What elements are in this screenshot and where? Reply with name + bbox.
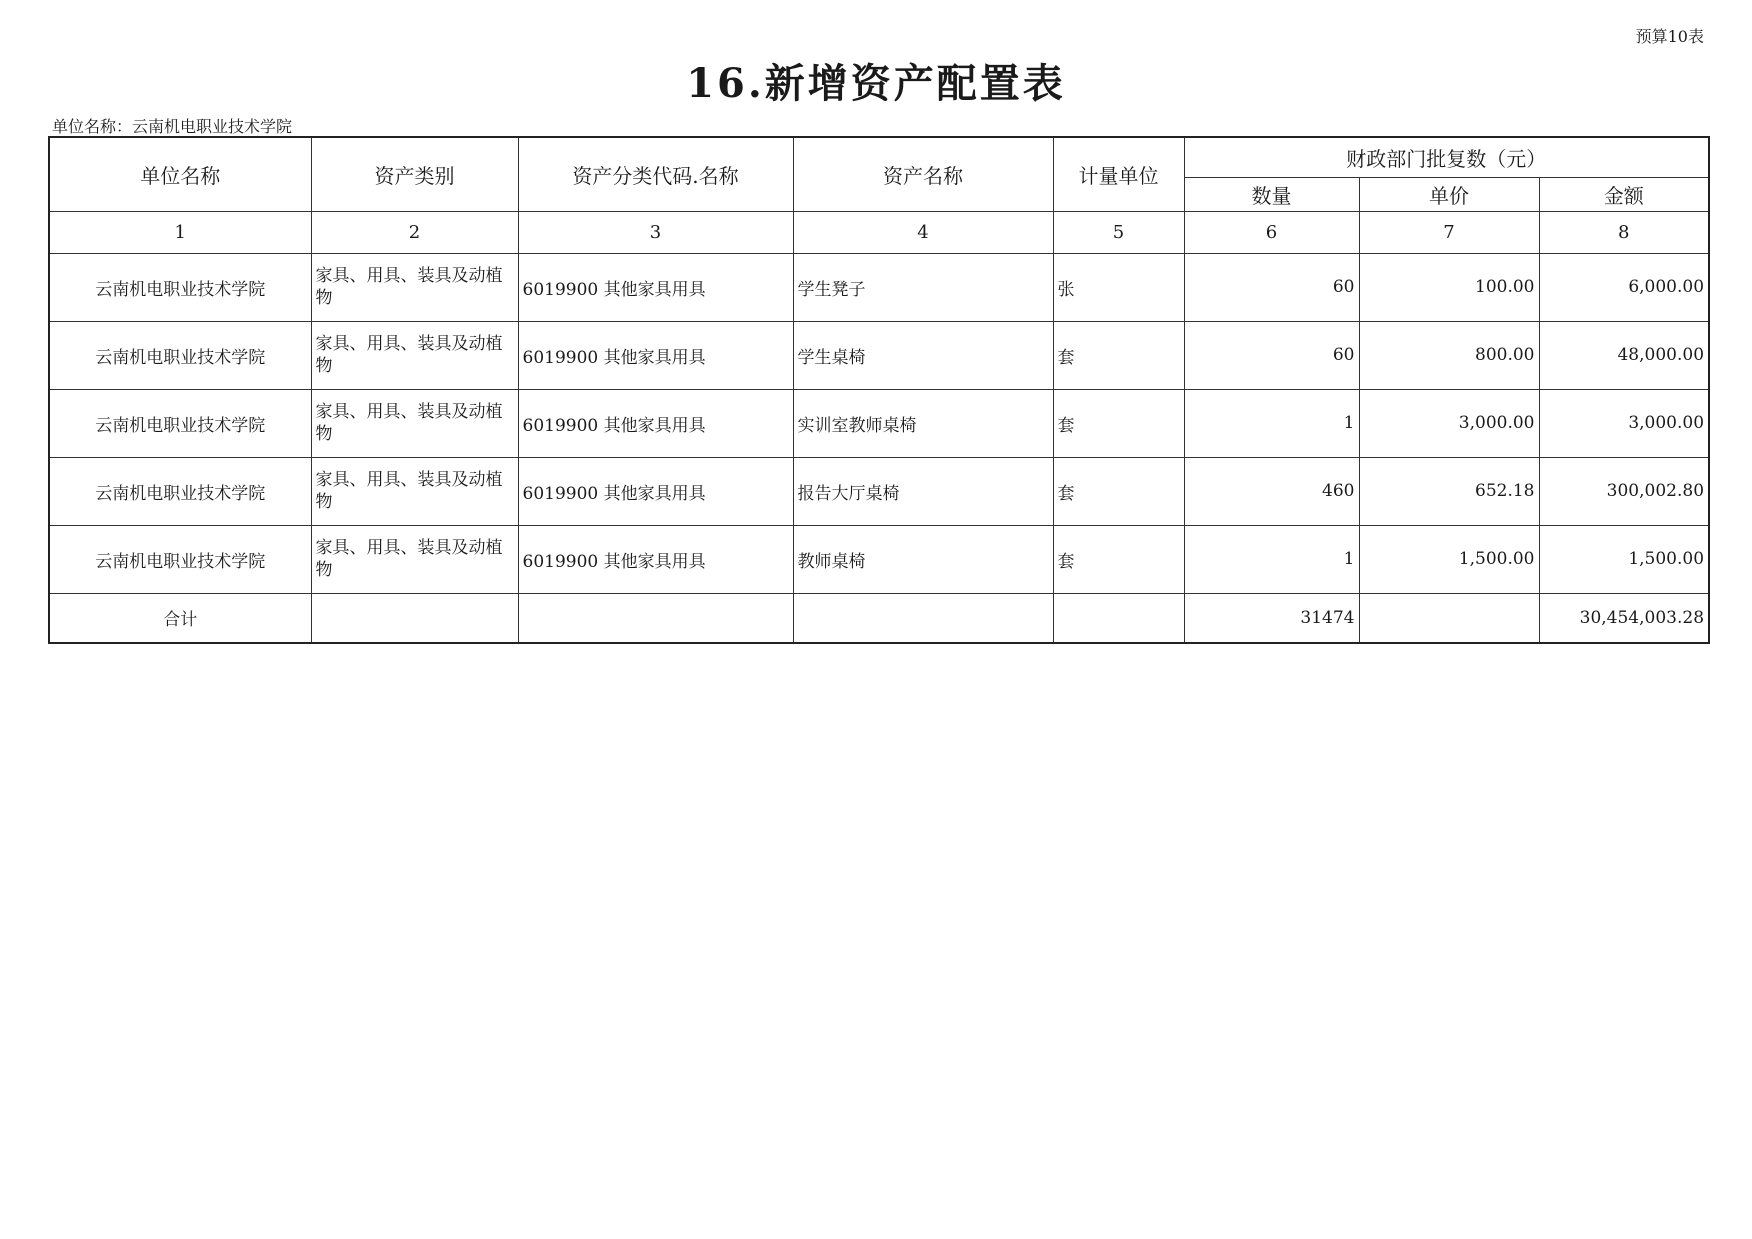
- cell-category: 家具、用具、装具及动植物: [311, 389, 518, 457]
- table-row: [49, 321, 1709, 389]
- empty-cell: [518, 593, 793, 643]
- total-quantity: 31474: [1184, 593, 1359, 643]
- column-number: 3: [518, 211, 793, 253]
- cell-measure: 套: [1053, 321, 1184, 389]
- cell-code: 6019900 其他家具用具: [518, 457, 793, 525]
- cell-asset-name: 学生凳子: [793, 253, 1053, 321]
- cell-asset-name: 教师桌椅: [793, 525, 1053, 593]
- cell-unit-price: 1,500.00: [1359, 525, 1539, 593]
- header-measure-unit: 计量单位: [1053, 137, 1184, 211]
- cell-category: 家具、用具、装具及动植物: [311, 321, 518, 389]
- cell-quantity: 460: [1184, 457, 1359, 525]
- form-number: 预算10表: [1635, 27, 1704, 46]
- cell-unit-price: 652.18: [1359, 457, 1539, 525]
- total-amount: 30,454,003.28: [1539, 593, 1709, 643]
- header-quantity: 数量: [1184, 177, 1359, 211]
- cell-unit: 云南机电职业技术学院: [49, 525, 311, 593]
- cell-unit: 云南机电职业技术学院: [49, 457, 311, 525]
- cell-quantity: 1: [1184, 389, 1359, 457]
- header-asset-category: 资产类别: [311, 137, 518, 211]
- table-row: [49, 525, 1709, 593]
- total-label: 合计: [49, 593, 311, 643]
- column-number: 4: [793, 211, 1053, 253]
- header-classification: 资产分类代码.名称: [518, 137, 793, 211]
- cell-code: 6019900 其他家具用具: [518, 525, 793, 593]
- asset-configuration-table: [48, 136, 1710, 644]
- cell-measure: 套: [1053, 457, 1184, 525]
- cell-amount: 48,000.00: [1539, 321, 1709, 389]
- cell-measure: 套: [1053, 389, 1184, 457]
- total-row: [49, 593, 1709, 643]
- table-row: [49, 253, 1709, 321]
- cell-category: 家具、用具、装具及动植物: [311, 525, 518, 593]
- empty-cell: [1053, 593, 1184, 643]
- cell-code: 6019900 其他家具用具: [518, 389, 793, 457]
- cell-asset-name: 学生桌椅: [793, 321, 1053, 389]
- cell-code: 6019900 其他家具用具: [518, 321, 793, 389]
- cell-amount: 300,002.80: [1539, 457, 1709, 525]
- cell-category: 家具、用具、装具及动植物: [311, 253, 518, 321]
- cell-quantity: 60: [1184, 321, 1359, 389]
- cell-unit-price: 100.00: [1359, 253, 1539, 321]
- header-approved-group: 财政部门批复数（元）: [1184, 137, 1709, 177]
- header-amount: 金额: [1539, 177, 1709, 211]
- header-unit-name: 单位名称: [49, 137, 311, 211]
- cell-unit: 云南机电职业技术学院: [49, 389, 311, 457]
- cell-unit: 云南机电职业技术学院: [49, 321, 311, 389]
- table-row: [49, 389, 1709, 457]
- cell-quantity: 60: [1184, 253, 1359, 321]
- column-number: 8: [1539, 211, 1709, 253]
- cell-amount: 3,000.00: [1539, 389, 1709, 457]
- header-asset-name: 资产名称: [793, 137, 1053, 211]
- cell-amount: 1,500.00: [1539, 525, 1709, 593]
- column-number: 1: [49, 211, 311, 253]
- cell-unit-price: 3,000.00: [1359, 389, 1539, 457]
- header-unit-price: 单价: [1359, 177, 1539, 211]
- cell-measure: 张: [1053, 253, 1184, 321]
- cell-unit: 云南机电职业技术学院: [49, 253, 311, 321]
- column-number: 6: [1184, 211, 1359, 253]
- empty-cell: [1359, 593, 1539, 643]
- cell-measure: 套: [1053, 525, 1184, 593]
- column-number-row: [49, 211, 1709, 253]
- page-title: 16.新增资产配置表: [686, 60, 1066, 107]
- column-number: 5: [1053, 211, 1184, 253]
- column-number: 2: [311, 211, 518, 253]
- column-number: 7: [1359, 211, 1539, 253]
- cell-unit-price: 800.00: [1359, 321, 1539, 389]
- cell-asset-name: 实训室教师桌椅: [793, 389, 1053, 457]
- cell-code: 6019900 其他家具用具: [518, 253, 793, 321]
- cell-quantity: 1: [1184, 525, 1359, 593]
- table-row: [49, 457, 1709, 525]
- unit-name-line: 单位名称：云南机电职业技术学院: [52, 117, 293, 136]
- empty-cell: [311, 593, 518, 643]
- empty-cell: [793, 593, 1053, 643]
- cell-category: 家具、用具、装具及动植物: [311, 457, 518, 525]
- cell-amount: 6,000.00: [1539, 253, 1709, 321]
- cell-asset-name: 报告大厅桌椅: [793, 457, 1053, 525]
